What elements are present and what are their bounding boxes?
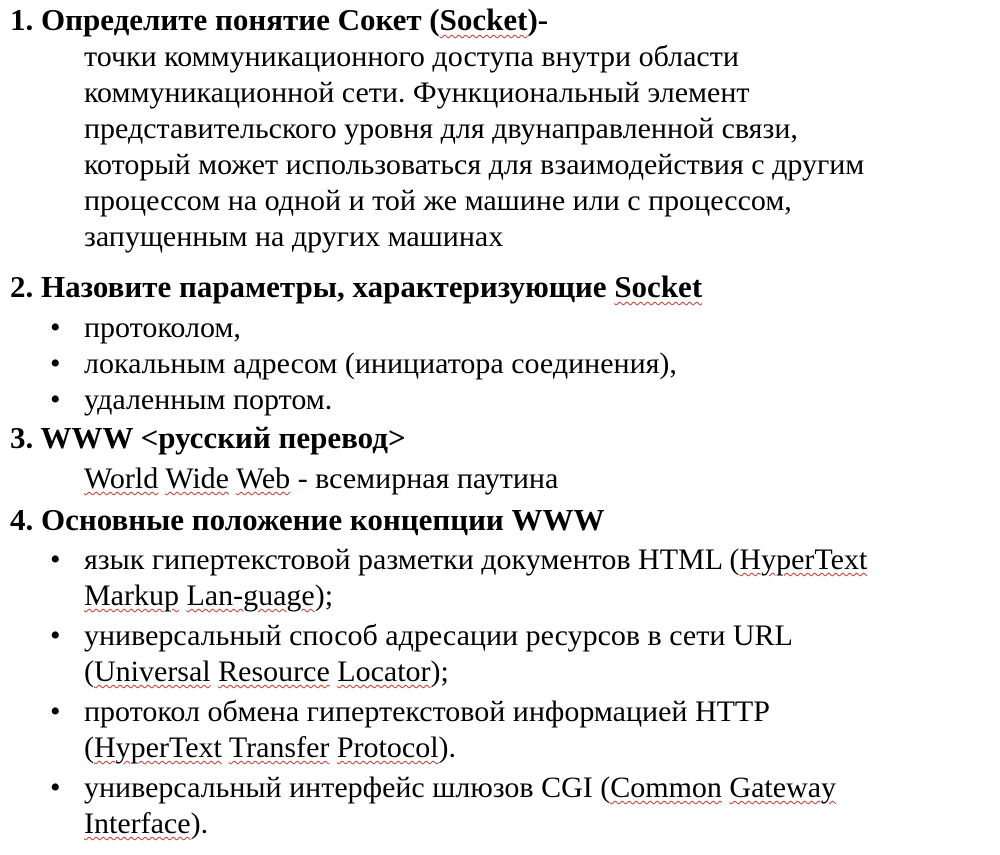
bullet-icon: • xyxy=(50,543,61,576)
answer-term: World xyxy=(84,462,159,495)
question-1-answer xyxy=(84,39,984,255)
list-item-text: ( xyxy=(84,655,94,688)
list-item xyxy=(0,694,1000,766)
question-4-heading: 4. Основные положение концепции WWW xyxy=(10,502,605,537)
bullet-icon: • xyxy=(50,771,61,804)
list-item-text: протоколом, xyxy=(84,311,241,344)
question-4-bullet-list xyxy=(0,542,1000,842)
question-2-heading xyxy=(10,267,702,307)
list-item-text: протокол обмена гипертекстовой информацией HTTP xyxy=(84,695,770,728)
list-item-term: HyperText xyxy=(739,543,868,576)
list-item xyxy=(0,542,1000,614)
question-3-answer-line xyxy=(84,461,984,497)
list-item-text: ); xyxy=(430,655,449,688)
list-item xyxy=(0,310,1000,346)
question-3-answer xyxy=(84,461,984,497)
list-item xyxy=(0,618,1000,690)
list-item xyxy=(0,382,1000,418)
answer-term: Wide xyxy=(165,462,229,495)
answer-term: Web xyxy=(235,462,291,495)
list-item-term: Gateway xyxy=(729,771,837,804)
bullet-icon: • xyxy=(50,695,61,728)
question-1-heading-text: 1. Определите понятие Сокет ( xyxy=(10,2,440,37)
list-item-text: универсальный способ адресации ресурсов в сети URL xyxy=(84,619,793,652)
list-item-line xyxy=(84,542,1000,578)
bullet-icon: • xyxy=(50,347,61,380)
list-item-text: универсальный интерфейс шлюзов CGI ( xyxy=(84,771,611,804)
list-item-text: удаленным портом. xyxy=(84,383,333,416)
question-1-answer-line: процессом на одной и той же машине или с процессом, xyxy=(84,184,792,217)
question-1-heading-term: Socket xyxy=(439,2,528,37)
list-item xyxy=(0,770,1000,842)
list-item xyxy=(0,346,1000,382)
list-item-term: Protocol xyxy=(336,731,439,764)
list-item-line xyxy=(84,806,1000,842)
list-item-term: Markup xyxy=(84,579,179,612)
list-item-line xyxy=(84,578,1000,614)
list-item-term: Universal xyxy=(94,655,211,688)
list-item-text: ); xyxy=(314,579,334,612)
list-item-term: Interface xyxy=(84,807,191,840)
question-2-heading-text: 2. Назовите параметры, характеризующие xyxy=(10,269,615,304)
question-1-answer-line: который может использоваться для взаимодействия с другим xyxy=(84,148,865,181)
question-1-answer-line: запущенным на других машинах xyxy=(84,220,504,253)
list-item-line xyxy=(84,770,1000,806)
list-item-text: ). xyxy=(190,807,209,840)
list-item-term: HyperText xyxy=(94,731,222,764)
question-3-heading: 3. WWW <русский перевод> xyxy=(10,420,406,455)
list-item-term: Common xyxy=(610,771,722,804)
question-1-answer-line: точки коммуникационного доступа внутри области xyxy=(84,40,739,73)
list-item-text: локальным адресом (инициатора соединения), xyxy=(84,347,677,380)
bullet-icon: • xyxy=(50,383,61,416)
list-item-text: ). xyxy=(438,731,457,764)
list-item-term: Lan-guage xyxy=(186,579,315,612)
list-item-term: Transfer xyxy=(228,731,330,764)
answer-text: - всемирная паутина xyxy=(290,462,559,495)
question-1-answer-line: коммуникационной сети. Функциональный элемент xyxy=(84,76,750,109)
question-2-heading-term: Socket xyxy=(614,269,703,304)
bullet-icon: • xyxy=(50,619,61,652)
list-item-line xyxy=(84,654,1000,690)
list-item-line xyxy=(84,730,1000,766)
list-item-text: ( xyxy=(84,731,94,764)
question-1-heading xyxy=(10,0,548,40)
question-1-heading-suffix: )- xyxy=(527,2,549,37)
question-2-bullet-list xyxy=(0,310,1000,418)
list-item-term: Resource xyxy=(218,655,330,688)
list-item-term: Locator xyxy=(337,655,431,688)
question-1-answer-line: представительского уровня для двунаправленной связи, xyxy=(84,112,798,145)
list-item-text: язык гипертекстовой разметки документов HTML ( xyxy=(84,543,740,576)
bullet-icon: • xyxy=(50,311,61,344)
